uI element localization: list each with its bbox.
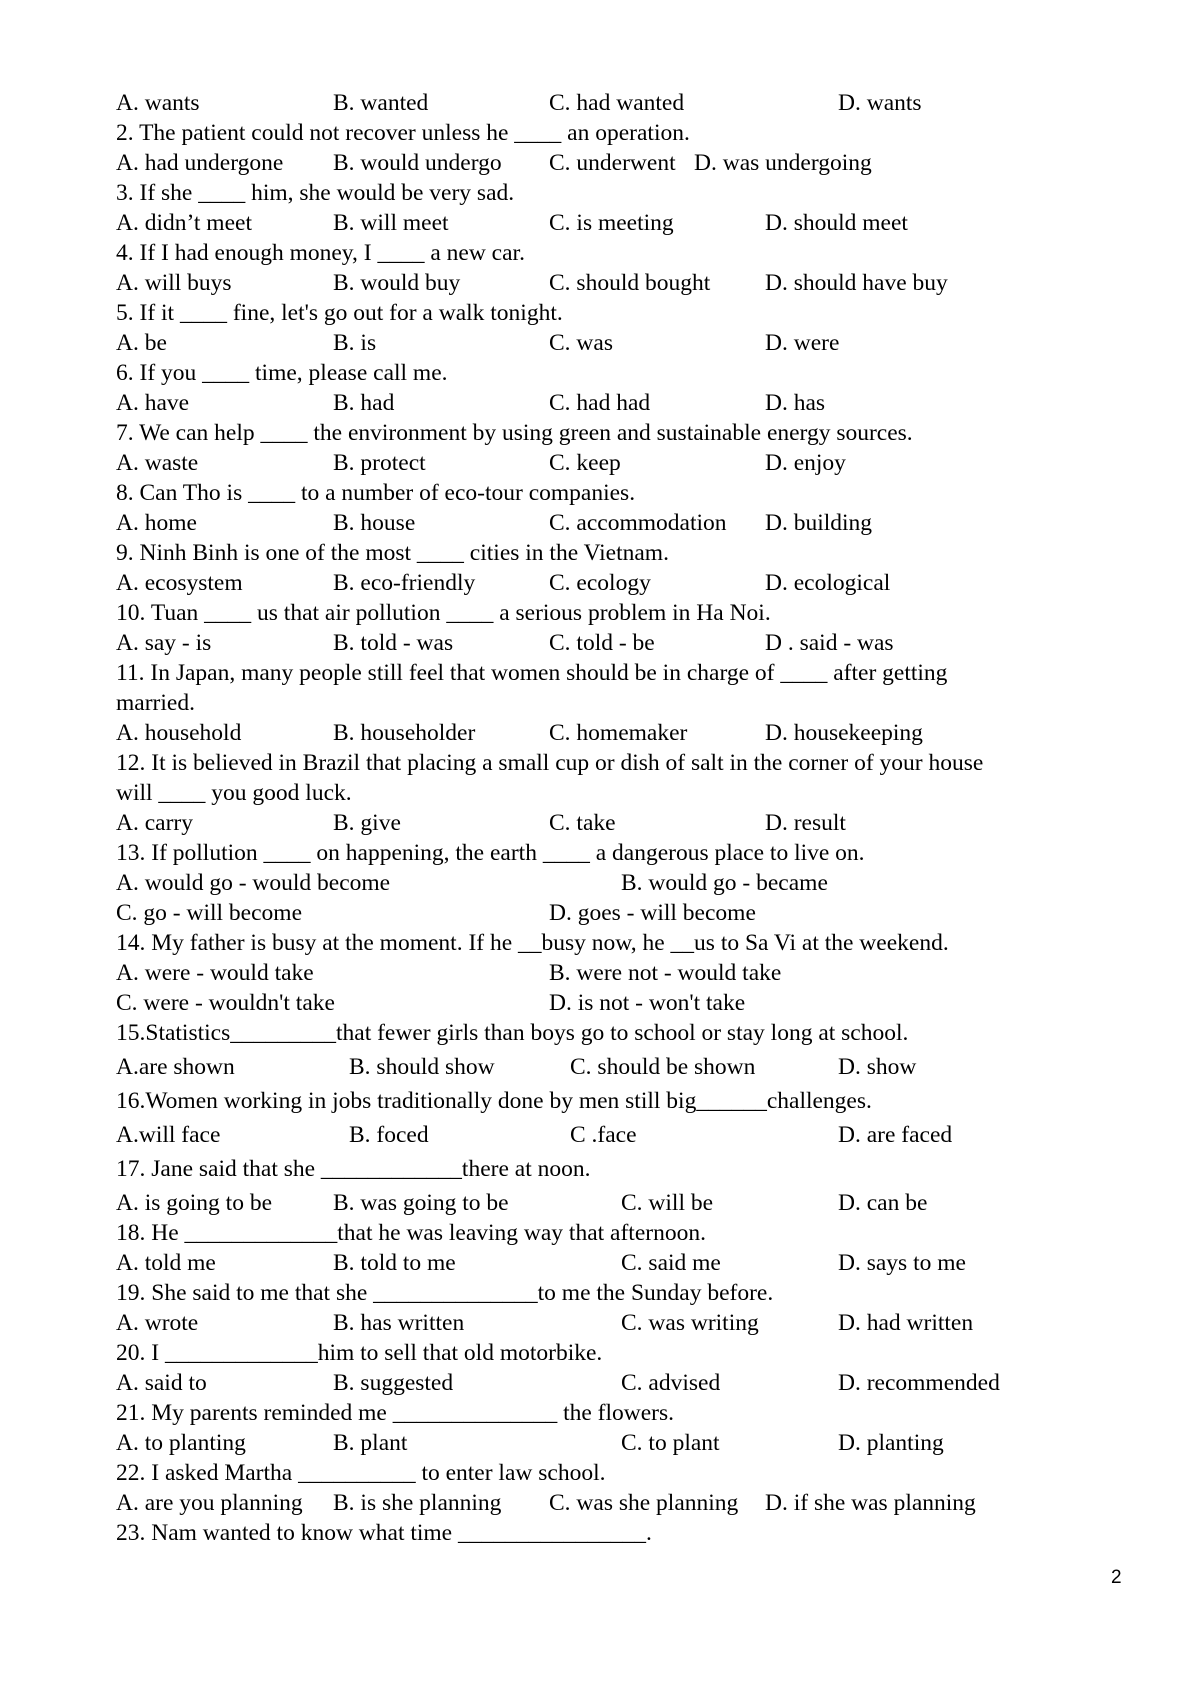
question-text: 7. We can help ____ the environment by using green and sustainable energy sources. (116, 420, 913, 446)
answer-option: C. should bought (549, 270, 711, 296)
answer-option: C. accommodation (549, 510, 727, 536)
answer-option: D. says to me (838, 1250, 966, 1276)
answer-option: B. told to me (333, 1250, 456, 1276)
answer-option: D. was undergoing (694, 150, 872, 176)
answer-option: A. were - would take (116, 960, 314, 986)
answer-option: C. keep (549, 450, 621, 476)
answer-option: B. would go - became (621, 870, 828, 896)
answer-option: D. if she was planning (765, 1490, 976, 1516)
answer-option: B. were not - would take (549, 960, 782, 986)
answer-option: B. house (333, 510, 416, 536)
question-text: 6. If you ____ time, please call me. (116, 360, 448, 386)
answer-option: A. had undergone (116, 150, 284, 176)
answer-option: A. told me (116, 1250, 216, 1276)
answer-option: A.are shown (116, 1054, 235, 1080)
answer-option: B. wanted (333, 90, 429, 116)
answer-option: D. can be (838, 1190, 928, 1216)
answer-option: B. give (333, 810, 401, 836)
answer-option: D. ecological (765, 570, 891, 596)
answer-option: B. has written (333, 1310, 465, 1336)
answer-option: B. plant (333, 1430, 408, 1456)
answer-option: A. ecosystem (116, 570, 243, 596)
answer-option: B. suggested (333, 1370, 454, 1396)
answer-option: B. had (333, 390, 395, 416)
answer-option: A. to planting (116, 1430, 246, 1456)
answer-option: A. household (116, 720, 242, 746)
answer-option: C. was (549, 330, 613, 356)
answer-option: D. show (838, 1054, 917, 1080)
answer-option: A. say - is (116, 630, 212, 656)
answer-option: C. had had (549, 390, 651, 416)
answer-option: A. is going to be (116, 1190, 273, 1216)
answer-option: D. building (765, 510, 873, 536)
answer-option: C. underwent (549, 150, 676, 176)
answer-option: D . said - was (765, 630, 894, 656)
answer-option: C. ecology (549, 570, 651, 596)
answer-option: A. wrote (116, 1310, 199, 1336)
question-text: 23. Nam wanted to know what time ________________. (116, 1520, 652, 1546)
answer-option: D. is not - won't take (549, 990, 746, 1016)
answer-option: D. result (765, 810, 846, 836)
answer-option: C. go - will become (116, 900, 303, 926)
question-text: 8. Can Tho is ____ to a number of eco-tour companies. (116, 480, 636, 506)
answer-option: C. advised (621, 1370, 721, 1396)
answer-option: C. was writing (621, 1310, 759, 1336)
answer-option: A. said to (116, 1370, 207, 1396)
answer-option: D. should meet (765, 210, 908, 236)
answer-option: D. wants (838, 90, 922, 116)
answer-option: D. recommended (838, 1370, 1000, 1396)
question-text: 17. Jane said that she ____________there at noon. (116, 1156, 591, 1182)
answer-option: B. will meet (333, 210, 449, 236)
answer-option: C .face (570, 1122, 637, 1148)
question-text: will ____ you good luck. (116, 780, 352, 806)
question-text: 12. It is believed in Brazil that placing a small cup or dish of salt in the corner of your house (116, 750, 984, 776)
answer-option: C. told - be (549, 630, 655, 656)
answer-option: A. waste (116, 450, 199, 476)
answer-option: C. was she planning (549, 1490, 739, 1516)
answer-option: C. should be shown (570, 1054, 756, 1080)
answer-option: A. be (116, 330, 167, 356)
answer-option: D. were (765, 330, 840, 356)
question-text: 9. Ninh Binh is one of the most ____ cities in the Vietnam. (116, 540, 669, 566)
answer-option: A.will face (116, 1122, 221, 1148)
answer-option: B. should show (349, 1054, 495, 1080)
answer-option: B. foced (349, 1122, 429, 1148)
question-text: 10. Tuan ____ us that air pollution ____ a serious problem in Ha Noi. (116, 600, 771, 626)
answer-option: D. has (765, 390, 826, 416)
answer-option: A. home (116, 510, 197, 536)
answer-option: C. will be (621, 1190, 714, 1216)
answer-option: A. are you planning (116, 1490, 303, 1516)
answer-option: C. homemaker (549, 720, 688, 746)
answer-option: C. had wanted (549, 90, 685, 116)
answer-option: D. goes - will become (549, 900, 756, 926)
answer-option: C. were - wouldn't take (116, 990, 335, 1016)
question-text: 18. He _____________that he was leaving way that afternoon. (116, 1220, 706, 1246)
answer-option: B. householder (333, 720, 476, 746)
answer-option: B. told - was (333, 630, 454, 656)
answer-option: B. protect (333, 450, 426, 476)
question-text: 22. I asked Martha __________ to enter law school. (116, 1460, 606, 1486)
answer-option: B. eco-friendly (333, 570, 476, 596)
answer-option: D. enjoy (765, 450, 846, 476)
answer-option: B. would undergo (333, 150, 502, 176)
answer-option: A. would go - would become (116, 870, 391, 896)
question-text: 20. I _____________him to sell that old motorbike. (116, 1340, 603, 1366)
answer-option: A. will buys (116, 270, 232, 296)
answer-option: C. take (549, 810, 616, 836)
answer-option: B. would buy (333, 270, 461, 296)
answer-option: B. is she planning (333, 1490, 502, 1516)
question-text: 19. She said to me that she ______________to me the Sunday before. (116, 1280, 774, 1306)
question-text: 2. The patient could not recover unless he ____ an operation. (116, 120, 690, 146)
answer-option: D. planting (838, 1430, 944, 1456)
question-text: 21. My parents reminded me ______________ the flowers. (116, 1400, 675, 1426)
question-text: 16.Women working in jobs traditionally done by men still big______challenges. (116, 1088, 872, 1114)
answer-option: B. was going to be (333, 1190, 509, 1216)
question-text: 5. If it ____ fine, let's go out for a walk tonight. (116, 300, 563, 326)
question-text: 11. In Japan, many people still feel that women should be in charge of ____ after getting (116, 660, 948, 686)
question-text: 13. If pollution ____ on happening, the earth ____ a dangerous place to live on. (116, 840, 865, 866)
answer-option: B. is (333, 330, 377, 356)
answer-option: C. said me (621, 1250, 721, 1276)
page-number: 2 (1111, 1567, 1122, 1588)
question-text: 4. If I had enough money, I ____ a new car. (116, 240, 525, 266)
answer-option: A. carry (116, 810, 193, 836)
question-text: married. (116, 690, 195, 716)
answer-option: C. to plant (621, 1430, 720, 1456)
answer-option: A. didn’t meet (116, 210, 252, 236)
question-text: 15.Statistics_________that fewer girls than boys go to school or stay long at school. (116, 1020, 909, 1046)
question-text: 3. If she ____ him, she would be very sad. (116, 180, 515, 206)
answer-option: C. is meeting (549, 210, 674, 236)
answer-option: A. have (116, 390, 190, 416)
answer-option: D. had written (838, 1310, 974, 1336)
answer-option: D. should have buy (765, 270, 948, 296)
question-text: 14. My father is busy at the moment. If he __busy now, he __us to Sa Vi at the weekend. (116, 930, 949, 956)
answer-option: A. wants (116, 90, 200, 116)
answer-option: D. are faced (838, 1122, 953, 1148)
answer-option: D. housekeeping (765, 720, 923, 746)
